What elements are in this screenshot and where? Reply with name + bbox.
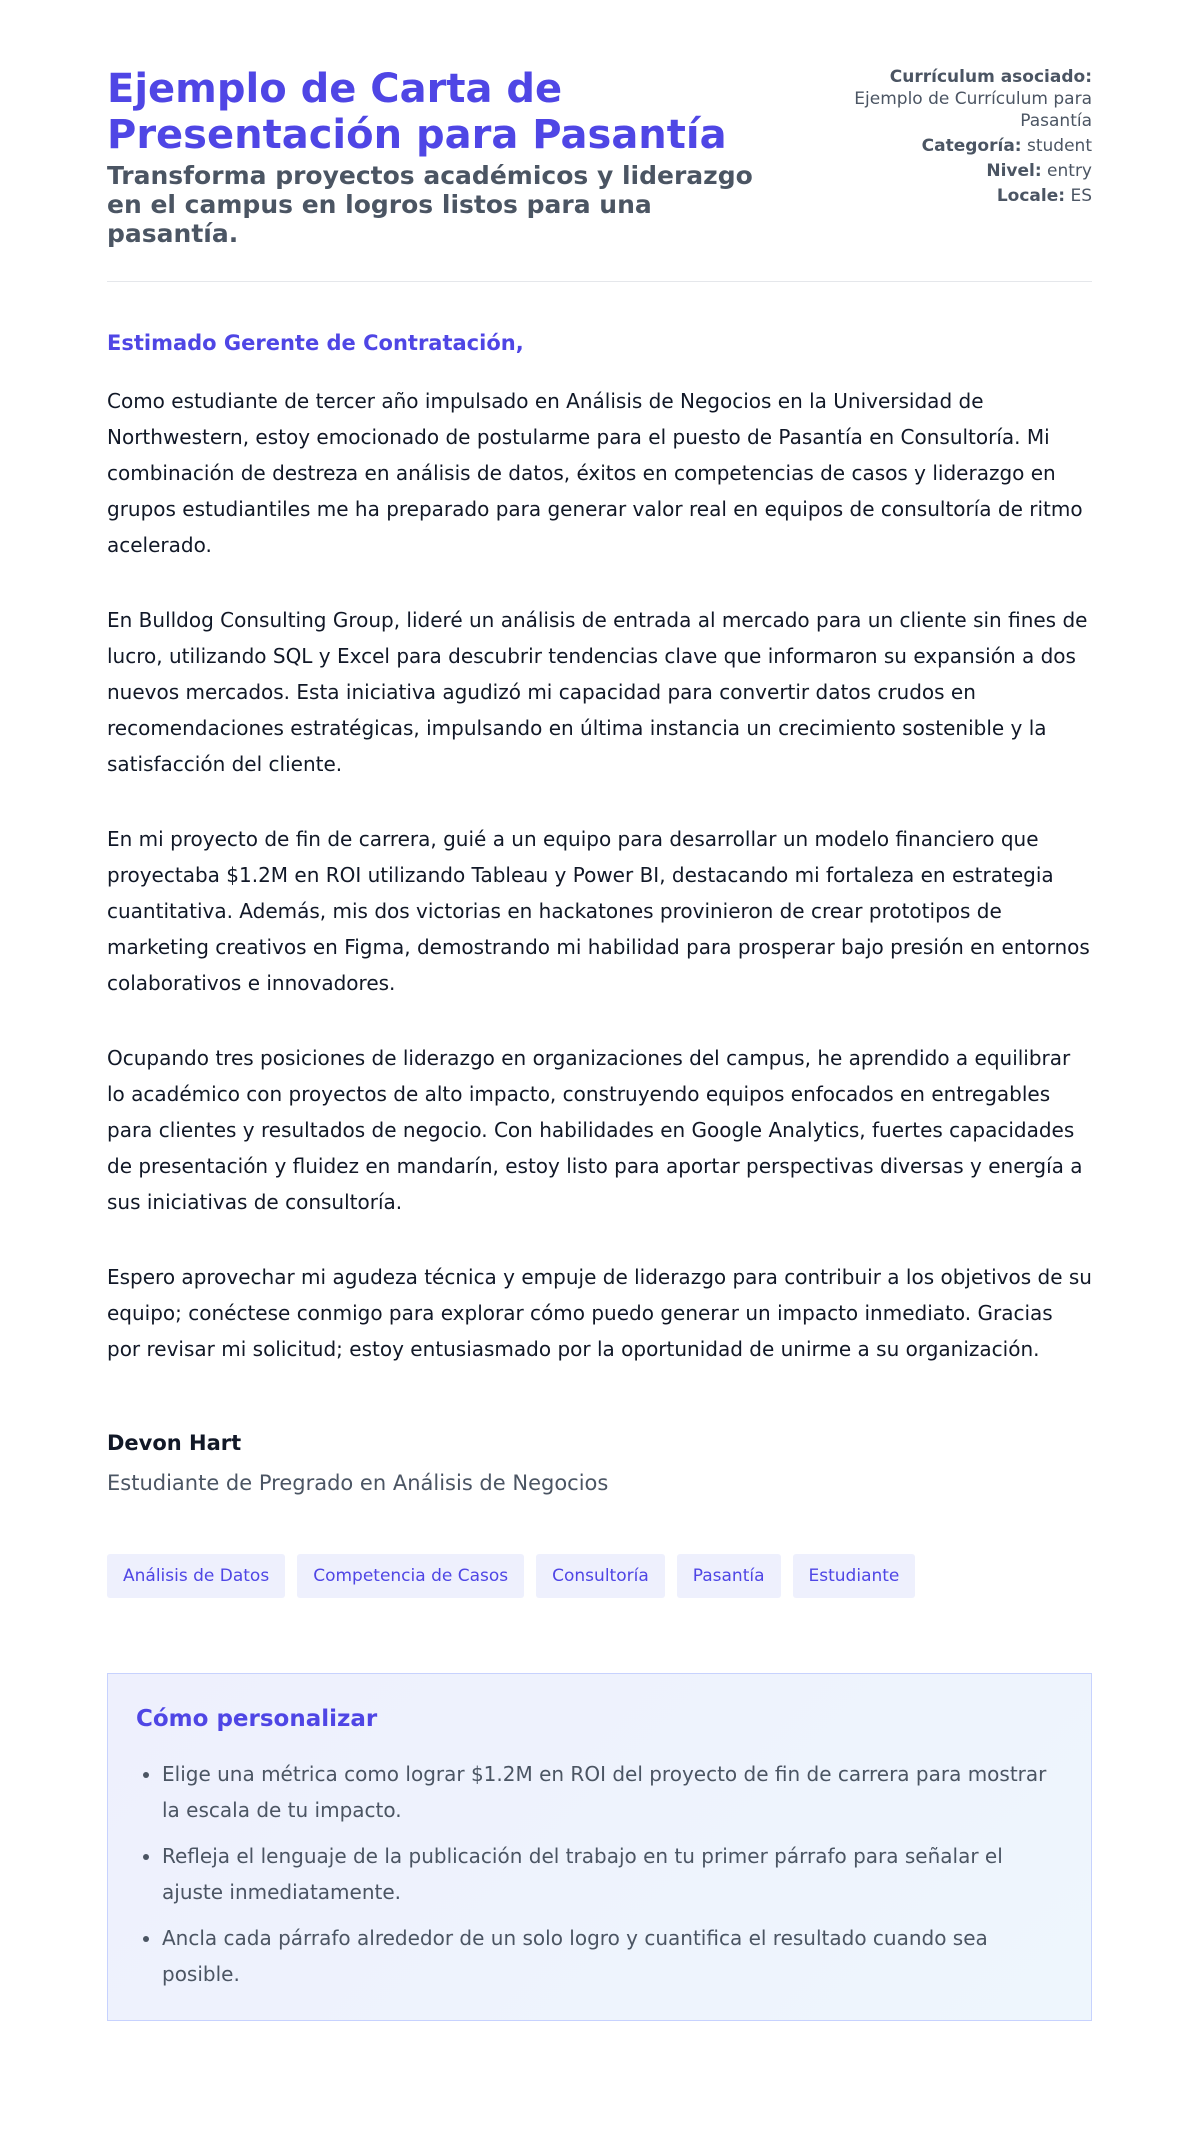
meta-locale — [832, 185, 1092, 207]
page-subtitle: Transforma proyectos académicos y liderazgo en el campus en logros listos para una pasantía. — [107, 161, 753, 248]
meta-resume-label: Currículum asociado: — [889, 67, 1092, 87]
signature-title: Estudiante de Pregrado en Análisis de Negocios — [107, 1471, 609, 1495]
meta-category-value: student — [1027, 136, 1092, 156]
letter-paragraph: Como estudiante de tercer año impulsado en Análisis de Negocios en la Universidad de Northwestern, estoy emocionado de postularme para el puesto de Pasantía en Consultoría. Mi combinación de destreza en análisis de datos, éxitos en competencias de casos y liderazgo en grupos estudiantiles me ha preparado para generar valor real en equipos de consultoría de ritmo acelerado. — [107, 389, 1083, 557]
tag-analisis-de-datos[interactable]: Análisis de Datos — [107, 1554, 285, 1598]
tag-consultoria[interactable]: Consultoría — [536, 1554, 665, 1598]
meta-level-label: Nivel: — [986, 161, 1042, 181]
signature-name: Devon Hart — [107, 1431, 242, 1455]
letter-paragraph: En Bulldog Consulting Group, lideré un análisis de entrada al mercado para un cliente sin fines de lucro, utilizando SQL y Excel para descubrir tendencias clave que informaron su expansión a dos nuevos mercados. Esta iniciativa agudizó mi capacidad para convertir datos crudos en recomendaciones estratégicas, impulsando en última instancia un crecimiento sostenible y la satisfacción del cliente. — [107, 608, 1088, 776]
meta-panel — [832, 66, 1092, 210]
letter-paragraph: En mi proyecto de fin de carrera, guié a un equipo para desarrollar un modelo financiero que proyectaba $1.2M en ROI utilizando Tableau y Power BI, destacando mi fortaleza en estrategia cuantitativa. Además, mis dos victorias en hackatones provinieron de crear prototipos de marketing creativos en Figma, demostrando mi habilidad para prosperar bajo presión en entornos colaborativos e innovadores. — [107, 827, 1090, 995]
tag-competencia-de-casos[interactable]: Competencia de Casos — [297, 1554, 524, 1598]
page-title: Ejemplo de Carta de Presentación para Pasantía — [107, 66, 727, 158]
meta-resume-link[interactable]: Ejemplo de Currículum para Pasantía — [854, 89, 1092, 131]
letter-paragraph: Espero aprovechar mi agudeza técnica y empuje de liderazgo para contribuir a los objetivos de su equipo; conéctese conmigo para explorar cómo puedo generar un impacto inmediato. Gracias por revisar mi solicitud; estoy entusiasmado por la oportunidad de unirme a su organización. — [107, 1265, 1092, 1361]
tag-list — [107, 1554, 1092, 1598]
meta-locale-label: Locale: — [996, 186, 1066, 206]
meta-level-value: entry — [1047, 161, 1092, 181]
tag-pasantia[interactable]: Pasantía — [677, 1554, 781, 1598]
meta-locale-value: ES — [1070, 186, 1092, 206]
page-header — [107, 66, 1092, 282]
meta-level — [832, 160, 1092, 182]
meta-resume — [832, 66, 1092, 132]
meta-category — [832, 135, 1092, 157]
signature-block — [107, 1429, 1092, 1497]
page — [107, 0, 1092, 2021]
tip-item: • Ancla cada párrafo alrededor de un solo logro y cuantifica el resultado cuando sea posible. — [162, 1920, 1063, 1992]
letter-body — [107, 329, 1092, 1367]
header-titles — [107, 66, 787, 248]
tip-item: • Elige una métrica como lograr $1.2M en ROI del proyecto de fin de carrera para mostrar la escala de tu impacto. — [162, 1756, 1063, 1828]
tips-title: Cómo personalizar — [136, 1706, 378, 1732]
meta-category-label: Categoría: — [921, 136, 1022, 156]
tip-item: • Refleja el lenguaje de la publicación del trabajo en tu primer párrafo para señalar el ajuste inmediatamente. — [162, 1838, 1063, 1910]
letter-paragraph: Ocupando tres posiciones de liderazgo en organizaciones del campus, he aprendido a equilibrar lo académico con proyectos de alto impacto, construyendo equipos enfocados en entregables para clientes y resultados de negocio. Con habilidades en Google Analytics, fuertes capacidades de presentación y fluidez en mandarín, estoy listo para aportar perspectivas diversas y energía a sus iniciativas de consultoría. — [107, 1046, 1083, 1214]
tips-list — [136, 1756, 1063, 1992]
letter-greeting: Estimado Gerente de Contratación, — [107, 331, 524, 355]
customize-tips-box — [107, 1673, 1092, 2021]
tag-estudiante[interactable]: Estudiante — [793, 1554, 916, 1598]
